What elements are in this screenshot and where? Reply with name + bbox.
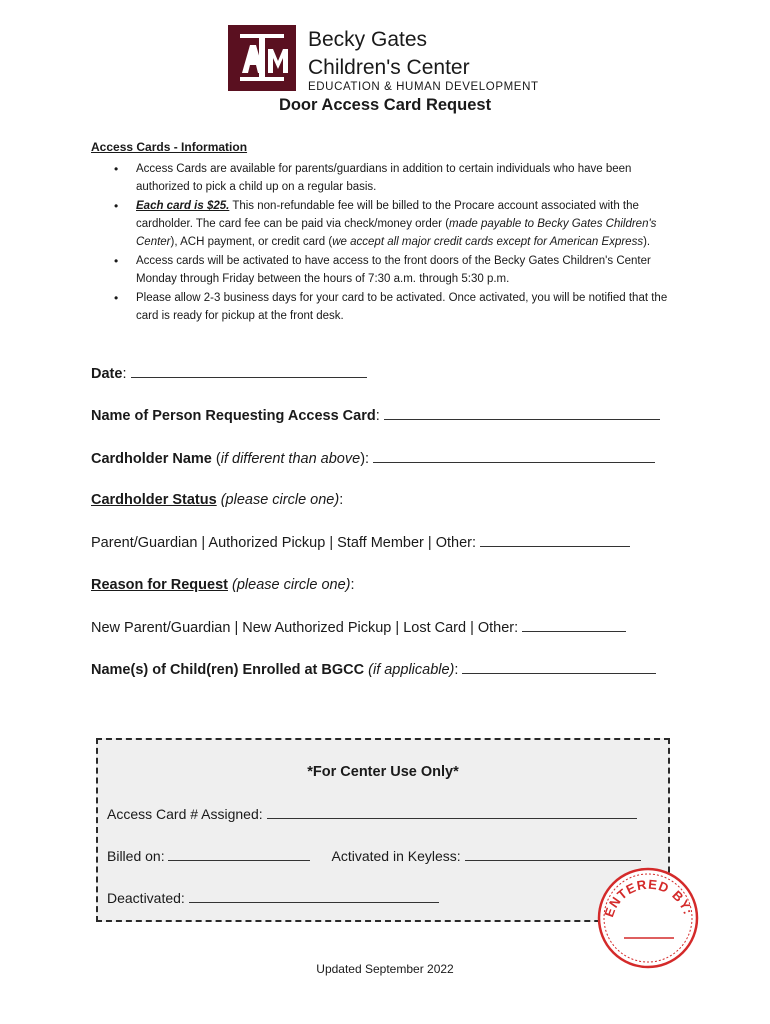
reason-options-row <box>91 619 626 636</box>
entered-by-stamp <box>596 866 700 970</box>
status-options-row <box>91 534 630 551</box>
billed-on-line[interactable] <box>168 848 310 861</box>
deactivated-line[interactable] <box>189 890 439 903</box>
card-assigned-row <box>107 806 637 822</box>
status-note: (please circle one) <box>220 492 340 508</box>
footer-updated: Updated September 2022 <box>316 962 454 976</box>
activated-line[interactable] <box>465 848 641 861</box>
deactivated-row <box>107 890 439 906</box>
bullet2-text-d: we accept all major credit cards except for American Express <box>332 236 644 248</box>
info-bullet-activation <box>136 289 676 325</box>
activated-label: Activated in Keyless: <box>331 848 461 864</box>
logo <box>228 25 548 95</box>
status-other-line[interactable] <box>480 534 630 547</box>
children-note: (if applicable) <box>368 662 455 678</box>
bullet4-text: Please allow 2-3 business days for your card to be activated. Once activated, you will be notified that the card is ready for pickup at the front desk. <box>136 292 668 322</box>
cardholder-note: if different than above <box>220 451 361 467</box>
info-bullet-list <box>136 160 676 326</box>
card-assigned-line[interactable] <box>267 806 637 819</box>
bullet2-text-a: This non-refundable fee will be billed to the Procare account associated with the cardholder. The card fee can be paid via check/money order ( <box>136 200 639 230</box>
stamp-text: ENTERED BY: <box>601 876 697 919</box>
status-label: Cardholder Status <box>91 492 217 508</box>
billed-activated-row <box>107 848 641 864</box>
reason-label: Reason for Request <box>91 577 228 593</box>
children-label: Name(s) of Child(ren) Enrolled at BGCC <box>91 662 365 678</box>
logo-line2: Children's Center <box>308 56 470 79</box>
card-assigned-label: Access Card # Assigned: <box>107 806 263 822</box>
status-heading: Cardholder Status (please circle one): <box>91 492 344 508</box>
children-field: Name(s) of Child(ren) Enrolled at BGCC (if applicable): <box>91 661 656 678</box>
billed-on-label: Billed on: <box>107 848 165 864</box>
cardholder-label: Cardholder Name <box>91 451 212 467</box>
cardholder-input-line[interactable] <box>373 450 655 463</box>
info-bullet-eligibility <box>136 160 676 196</box>
cardholder-field: Cardholder Name (if different than above): <box>91 450 655 467</box>
atm-logo-mark <box>228 25 296 91</box>
bullet3-text: Access cards will be activated to have access to the front doors of the Becky Gates Children's Center Monday through Friday between the hours of 7:30 a.m. through 5:30 p.m. <box>136 255 651 285</box>
date-input-line[interactable] <box>131 365 367 378</box>
bullet2-text-b: made payable to Becky Gates Children's Center <box>136 218 657 248</box>
requester-field: Name of Person Requesting Access Card: <box>91 407 660 424</box>
children-input-line[interactable] <box>462 661 656 674</box>
status-options[interactable]: Parent/Guardian | Authorized Pickup | Staff Member | Other: <box>91 535 477 551</box>
center-use-title: *For Center Use Only* <box>307 764 459 780</box>
deactivated-label: Deactivated: <box>107 890 185 906</box>
logo-department: EDUCATION & HUMAN DEVELOPMENT <box>308 81 539 93</box>
reason-options[interactable]: New Parent/Guardian | New Authorized Pickup | Lost Card | Other: <box>91 620 519 636</box>
logo-line1: Becky Gates <box>308 28 428 51</box>
bullet2-text-e: ). <box>643 236 651 248</box>
reason-other-line[interactable] <box>522 619 626 632</box>
atm-logo-icon <box>228 25 296 91</box>
info-heading: Access Cards - Information <box>91 140 248 154</box>
requester-label: Name of Person Requesting Access Card <box>91 408 376 424</box>
bullet1-text: Access Cards are available for parents/guardians in addition to certain individuals who have been authorized to pick a child up on a regular basis. <box>136 163 632 193</box>
info-bullet-fee <box>136 197 676 251</box>
bullet2-text-c: ), ACH payment, or credit card ( <box>170 236 333 248</box>
stamp-icon <box>596 866 700 970</box>
date-label: Date <box>91 366 123 382</box>
document-title: Door Access Card Request <box>278 96 492 114</box>
center-use-box <box>96 738 670 922</box>
reason-heading: Reason for Request (please circle one): <box>91 577 355 593</box>
date-field: Date: <box>91 365 367 382</box>
requester-input-line[interactable] <box>384 407 660 420</box>
logo-center-name <box>308 26 470 82</box>
info-bullet-hours <box>136 252 676 288</box>
reason-note: (please circle one) <box>232 577 351 593</box>
fee-amount: Each card is $25. <box>136 200 230 212</box>
